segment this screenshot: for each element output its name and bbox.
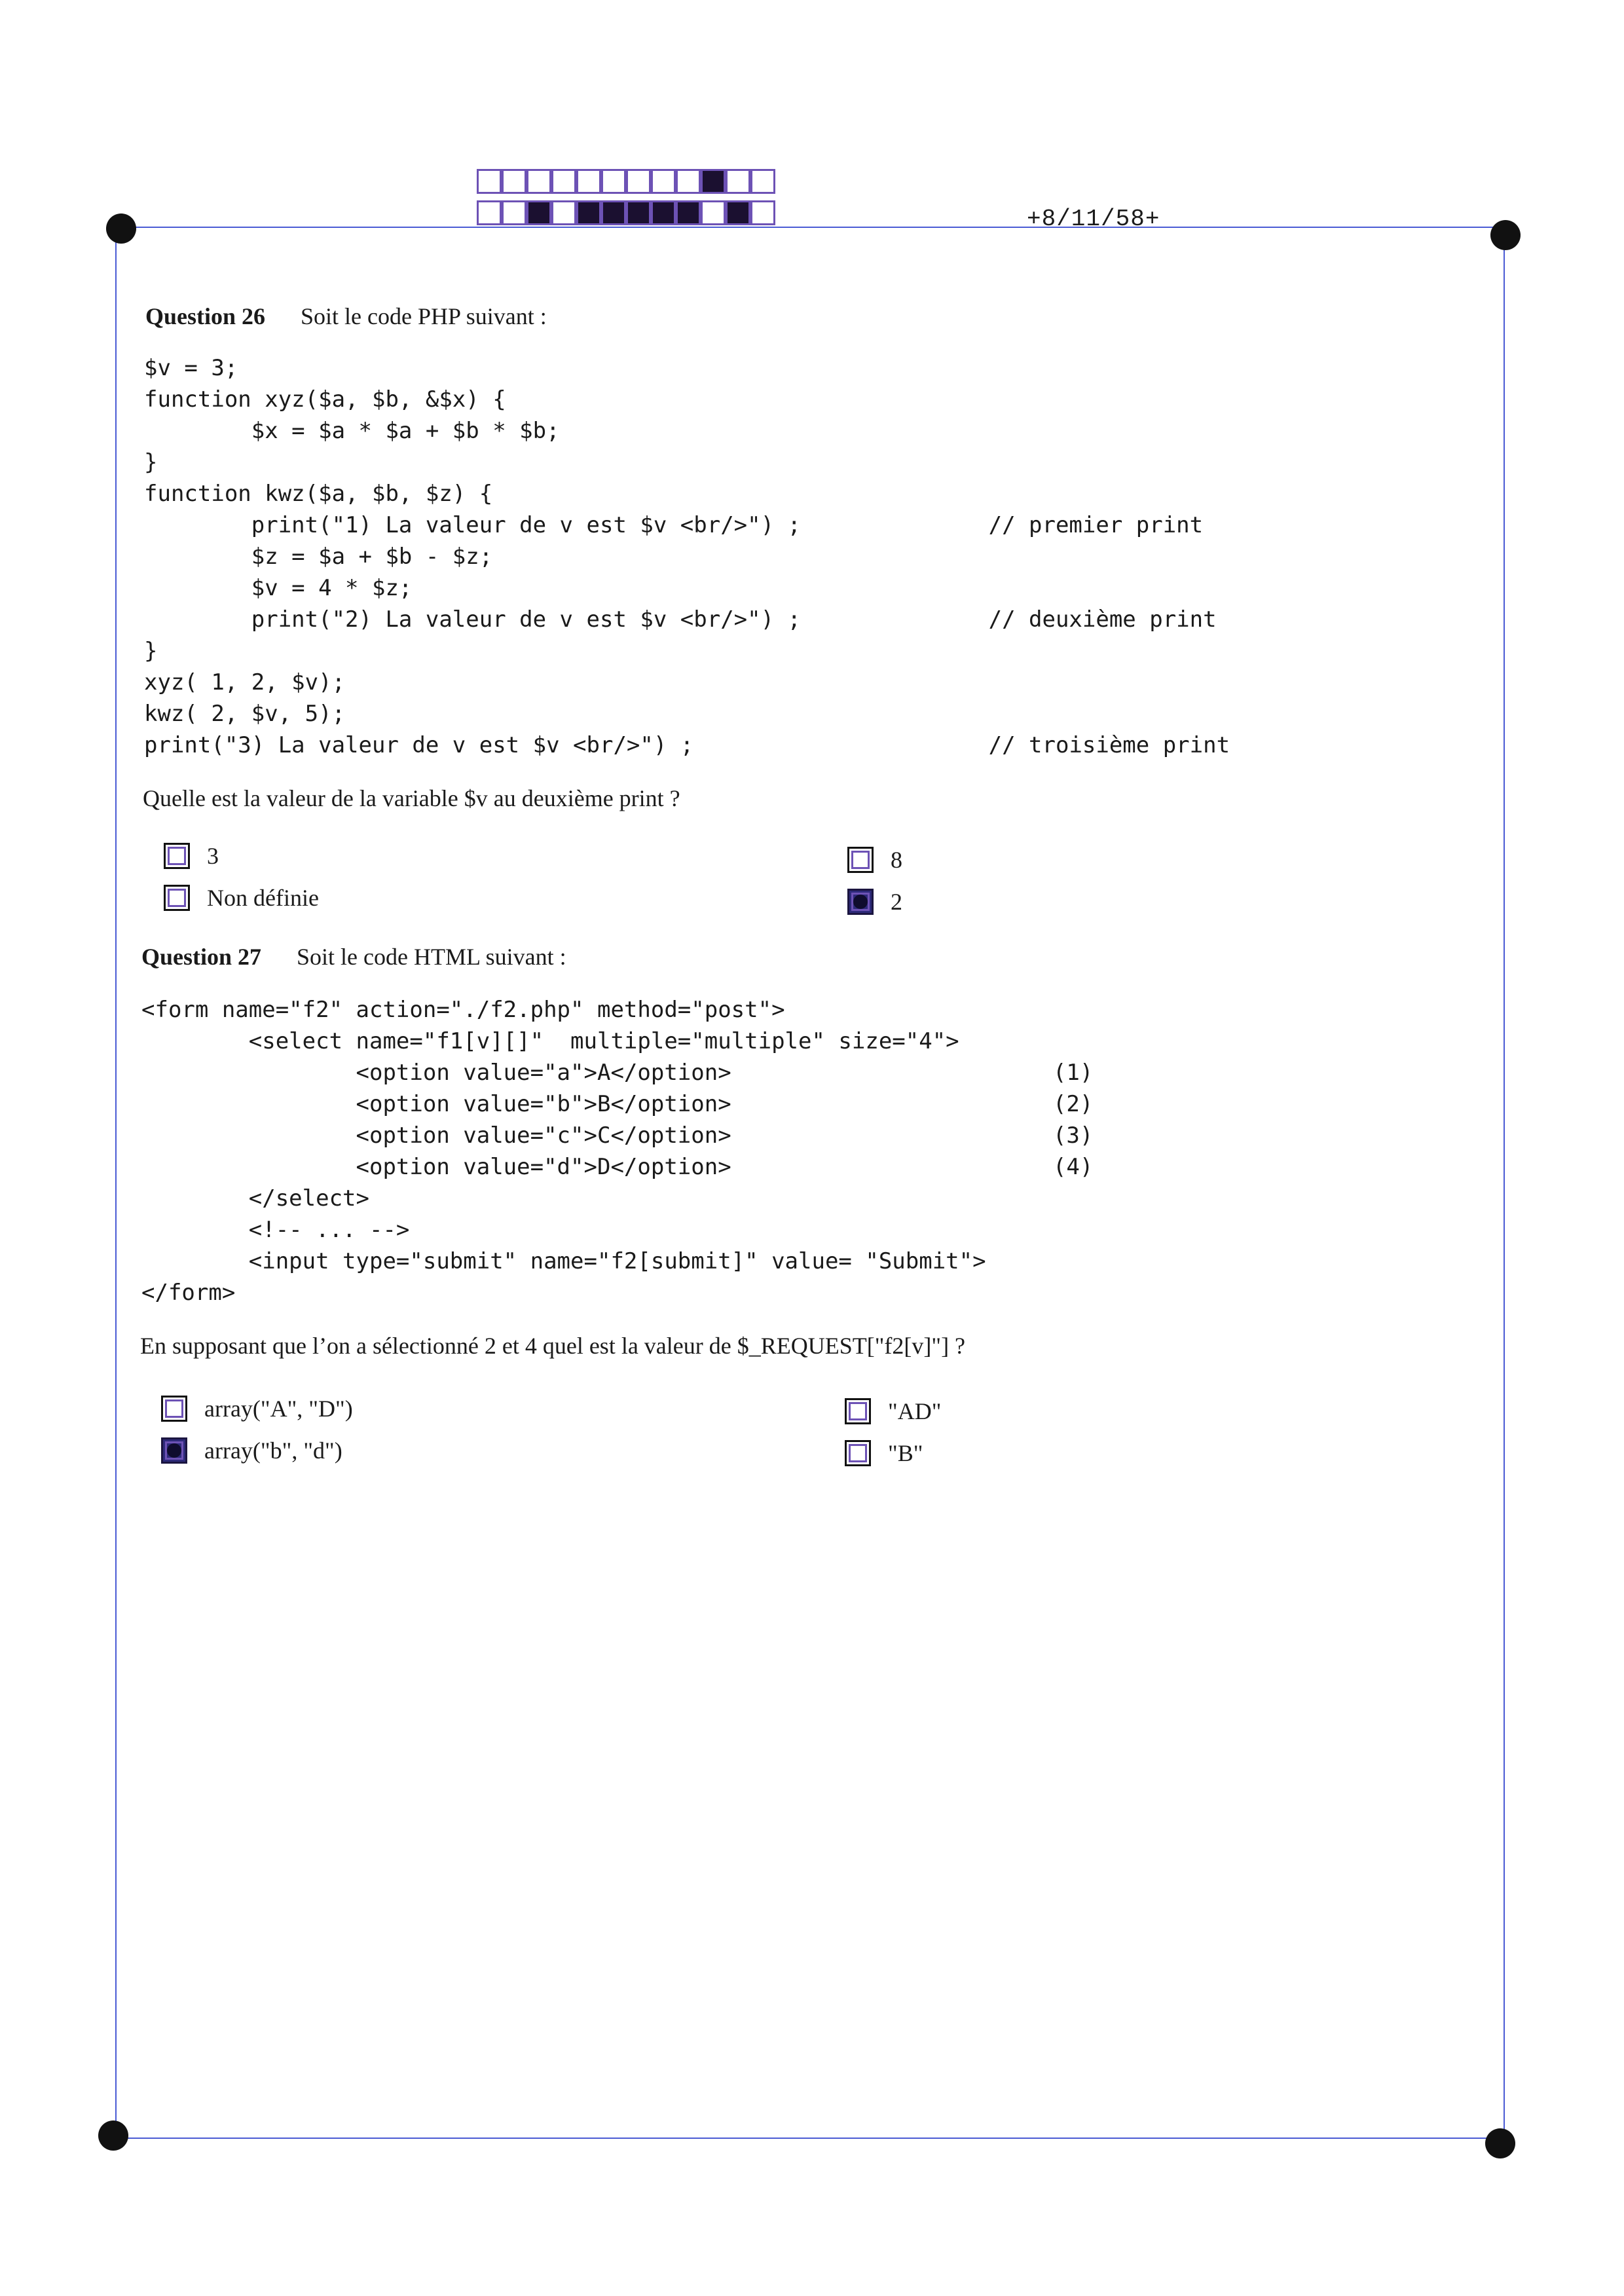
q26-checkbox-3[interactable] (847, 847, 874, 873)
barcode-cell (726, 200, 750, 225)
barcode-cell (750, 200, 775, 225)
q26-choice-2[interactable] (164, 884, 319, 912)
q27-checkbox-4[interactable] (845, 1440, 871, 1466)
barcode-row-2 (477, 200, 775, 227)
q27-choice-3-label: "AD" (888, 1398, 942, 1424)
barcode-cell (601, 200, 626, 225)
frame-right-line (1504, 236, 1505, 2141)
page-id: +8/11/58+ (1027, 206, 1160, 232)
q26-choice-1-label: 3 (207, 843, 219, 869)
q27-checkbox-1[interactable] (161, 1396, 187, 1422)
q26-checkbox-2[interactable] (164, 885, 190, 911)
corner-mark-bottom-left (98, 2120, 128, 2151)
page-barcode (477, 169, 778, 232)
corner-mark-top-right (1490, 220, 1521, 250)
barcode-cell (477, 200, 502, 225)
barcode-cell (701, 200, 726, 225)
q26-choice-2-label: Non définie (207, 885, 319, 911)
question-26-label: Question 26 (145, 303, 266, 329)
barcode-cell (526, 169, 551, 194)
frame-top-line (122, 227, 1504, 228)
q26-checkbox-4[interactable] (847, 889, 874, 915)
frame-left-line (115, 227, 117, 2138)
barcode-cell (750, 169, 775, 194)
q26-choice-1[interactable] (164, 842, 219, 870)
q27-choice-1-label: array("A", "D") (204, 1396, 353, 1422)
q26-choice-4[interactable] (847, 888, 902, 916)
frame-bottom-line (115, 2138, 1497, 2139)
question-27-prompt: En supposant que l’on a sélectionné 2 et 4 quel est la valeur de $_REQUEST["f2[v]"] ? (140, 1333, 966, 1359)
barcode-cell (676, 200, 701, 225)
corner-mark-bottom-right (1485, 2128, 1515, 2158)
barcode-cell (576, 200, 601, 225)
q26-choice-4-label: 2 (891, 889, 902, 915)
q27-choice-4-label: "B" (888, 1440, 923, 1466)
barcode-cell (551, 200, 576, 225)
q27-checkbox-3[interactable] (845, 1398, 871, 1424)
q26-choice-3-label: 8 (891, 847, 902, 873)
barcode-cell (626, 169, 651, 194)
question-26-prompt: Quelle est la valeur de la variable $v au deuxième print ? (143, 785, 680, 811)
barcode-cell (502, 169, 526, 194)
question-27-heading (141, 943, 566, 971)
question-26-code: $v = 3; function xyz($a, $b, &$x) { $x = $a * $a + $b * $b; } function kwz($a, $b, $z) { print("1) La valeur de v est $v <br/>") ; // premier print $z = $a + $b - $z; $v = 4 * $z; print("2) La valeur de v est $v <br/>") ; // deuxième print } xyz( 1, 2, $v); kwz( 2, $v, 5); print("3) La valeur de v est $v <br/>") ; // troisième print (144, 355, 1230, 758)
barcode-cell (726, 169, 750, 194)
barcode-cell (651, 200, 676, 225)
barcode-cell (576, 169, 601, 194)
barcode-cell (676, 169, 701, 194)
q27-choice-2-label: array("b", "d") (204, 1437, 342, 1464)
barcode-cell (551, 169, 576, 194)
corner-mark-top-left (106, 213, 136, 244)
question-26-heading (145, 303, 547, 330)
barcode-cell (601, 169, 626, 194)
barcode-cell (502, 200, 526, 225)
barcode-row-1 (477, 169, 775, 195)
barcode-cell (526, 200, 551, 225)
q27-choice-4[interactable] (845, 1439, 923, 1467)
q27-choice-1[interactable] (161, 1395, 353, 1422)
question-26-intro: Soit le code PHP suivant : (301, 303, 547, 329)
q27-checkbox-2[interactable] (161, 1437, 187, 1464)
barcode-cell (626, 200, 651, 225)
barcode-cell (651, 169, 676, 194)
q26-checkbox-1[interactable] (164, 843, 190, 869)
q26-choice-3[interactable] (847, 846, 902, 874)
question-27-intro: Soit le code HTML suivant : (297, 944, 566, 970)
question-27-label: Question 27 (141, 944, 262, 970)
barcode-cell (477, 169, 502, 194)
barcode-cell (701, 169, 726, 194)
q27-choice-2[interactable] (161, 1437, 342, 1464)
q27-choice-3[interactable] (845, 1398, 941, 1425)
question-27-code: <form name="f2" action="./f2.php" method="post"> <select name="f1[v][]" multiple="multiple" size="4"> <option value="a">A</option> (1) <option value="b">B</option> (2) <option value="c">C</option> (3) <option value="d">D</option> (4) </select> <!-- ... --> <input type="submit" name="f2[submit]" value= "Submit"> </form> (141, 997, 1094, 1306)
